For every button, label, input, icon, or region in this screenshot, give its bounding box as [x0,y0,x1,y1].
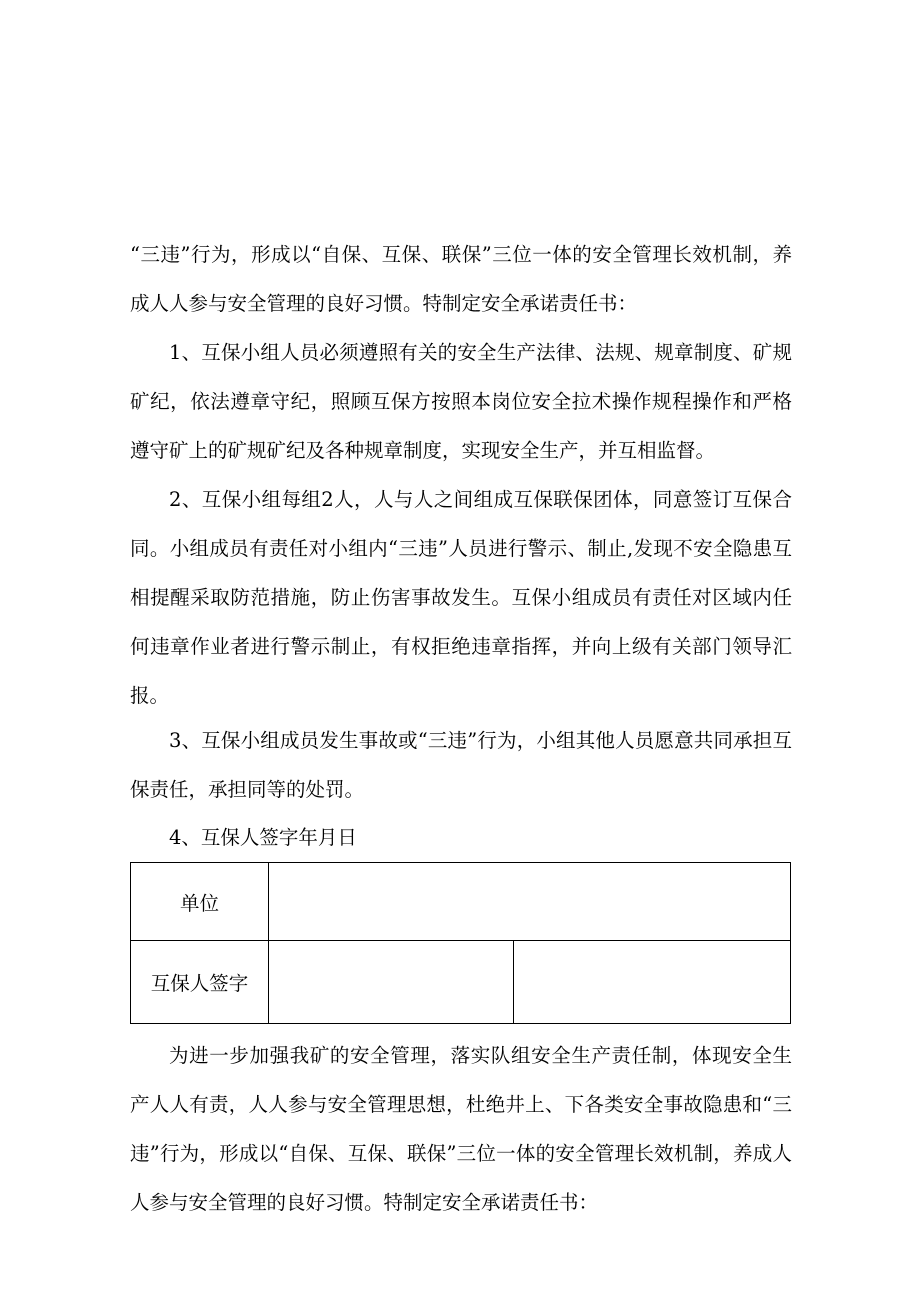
clause-1-paragraph: 1、互保小组人员必须遵照有关的安全生产法律、法规、规章制度、矿规矿纪，依法遵章守纪，照顾互保方按照本岗位安全拉术操作规程操作和严格遵守矿上的矿规矿纪及各种规章制度，实现安全生产，并互相监督。 [130,341,792,462]
unit-label-cell: 单位 [131,863,269,941]
intro-full-paragraph: 为进一步加强我矿的安全管理，落实队组安全生产责任制，体现安全生产人人有责，人人参与安全管理思想，杜绝井上、下各类安全事故隐患和“三违”行为，形成以“自保、互保、联保”三位一体的安全管理长效机制，养成人人参与安全管理的良好习惯。特制定安全承诺责任书： [130,1044,792,1214]
signature-table [130,862,791,1024]
signature-cell-1[interactable] [269,941,514,1024]
unit-value-cell[interactable] [269,863,791,941]
clause-4-paragraph: 4、互保人签字年月日 [169,826,357,849]
intro-continuation-paragraph: “三违”行为，形成以“自保、互保、联保”三位一体的安全管理长效机制，养成人人参与安全管理的良好习惯。特制定安全承诺责任书： [130,243,792,315]
clause-3-paragraph: 3、互保小组成员发生事故或“三违”行为，小组其他人员愿意共同承担互保责任，承担同等的处罚。 [130,729,792,801]
signature-cell-2[interactable] [514,941,791,1024]
clause-2-paragraph: 2、互保小组每组2人，人与人之间组成互保联保团体，同意签订互保合同。小组成员有责任对小组内“三违”人员进行警示、制止,发现不安全隐患互相提醒采取防范措施，防止伤害事故发生。互保小组成员有责任对区域内任何违章作业者进行警示制止，有权拒绝违章指挥，并向上级有关部门领导汇报。 [130,488,792,707]
signature-label-cell: 互保人签字 [131,941,269,1024]
unit-row [131,863,791,941]
signature-row [131,941,791,1024]
